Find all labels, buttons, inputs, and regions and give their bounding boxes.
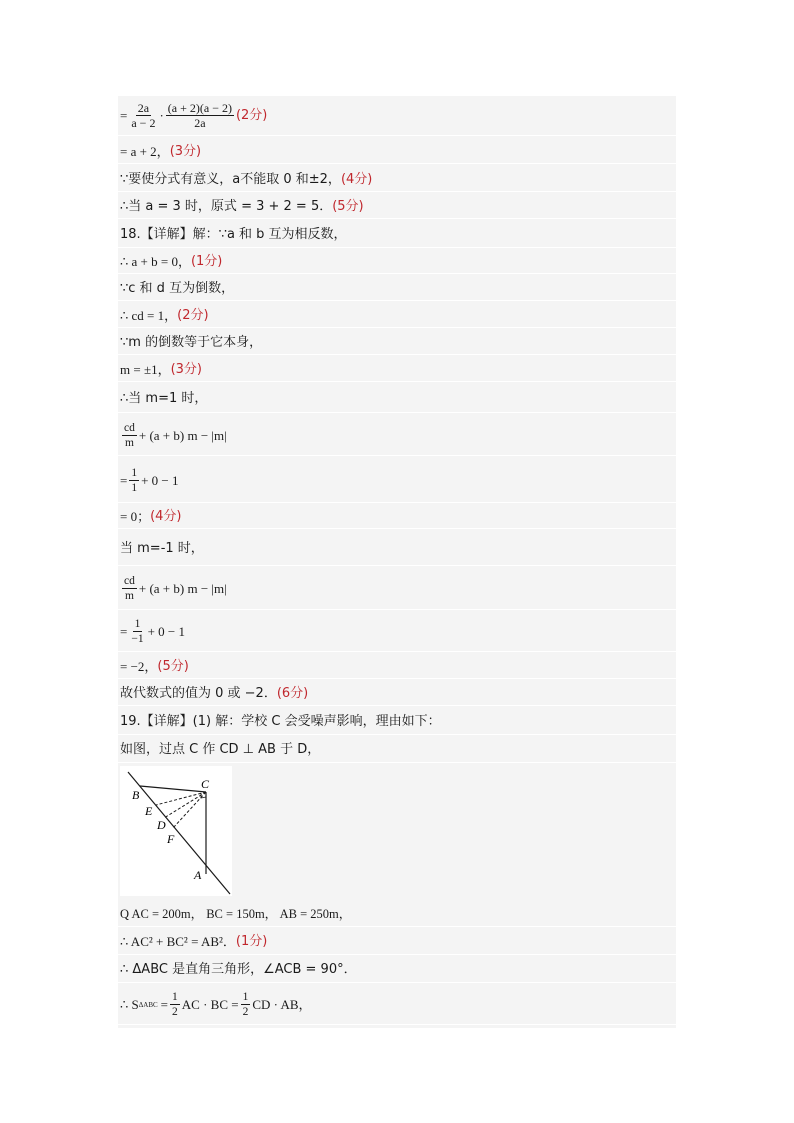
score: (3分)	[169, 143, 202, 159]
score: (2分)	[235, 107, 268, 123]
line-3: ∵要使分式有意义，a不能取 0 和±2， (4分)	[118, 168, 676, 192]
line-2: = a + 2， (3分)	[118, 140, 676, 164]
fraction-cd-m: $\frac{cd}{m}$	[124, 575, 135, 602]
line-4: ∴当 a = 3 时，原式 = 3 + 2 = 5． (5分)	[118, 195, 676, 219]
line-ab-extended	[128, 772, 230, 894]
fraction-1: $\frac{2a}{a - 2}$	[131, 101, 156, 130]
label-c: C	[201, 777, 210, 791]
line-25: ∴ S ΔABC = $\frac{1}{2}$ AC · BC = $\frac{1}{2}$ CD · AB，	[118, 985, 676, 1025]
fraction-half-1: $\frac{1}{2}$	[172, 991, 178, 1018]
line-7: ∵c 和 d 互为倒数，	[118, 277, 676, 301]
line-22: Q AC = 200m， BC = 150m， AB = 250m，	[118, 901, 676, 927]
line-18: = −2， (5分)	[118, 655, 676, 679]
label-f: F	[167, 832, 175, 846]
line-8: ∴ cd = 1， (2分)	[118, 304, 676, 328]
line-19: 故代数式的值为 0 或 −2． (6分)	[118, 682, 676, 706]
line-5: 18.【详解】解：∵a 和 b 互为相反数，	[118, 222, 676, 248]
score: (3分)	[170, 361, 203, 377]
dashed-ce	[156, 792, 206, 805]
label-d: D	[157, 818, 166, 832]
triangle-figure	[120, 766, 232, 896]
score: (1分)	[235, 933, 268, 949]
line-1: = $\frac{2a}{a - 2}$ · $\frac{(a + 2)(a - 2)}{2a}$ (2分)	[118, 96, 676, 136]
line-16: $\frac{cd}{m}$ + (a + b) m − |m|	[118, 568, 676, 610]
line-23: ∴ AC² + BC² = AB²． (1分)	[118, 929, 676, 955]
line-10: m = ±1， (3分)	[118, 358, 676, 382]
score: (5分)	[332, 198, 364, 214]
fraction-1-neg1: $\frac{1}{-1}$	[131, 618, 144, 645]
label-e: E	[145, 804, 153, 818]
line-20: 19.【详解】(1) 解：学校 C 会受噪声影响，理由如下：	[118, 709, 676, 735]
score: (1分)	[190, 253, 223, 269]
score: (2分)	[177, 307, 209, 323]
triangle-diagram	[120, 766, 232, 896]
line-24: ∴ ΔABC 是直角三角形，∠ACB = 90°．	[118, 957, 676, 983]
fraction-1-1: $\frac{1}{1}$	[131, 467, 138, 494]
line-15: 当 m=-1 时，	[118, 532, 676, 566]
fraction-2: $\frac{(a + 2)(a - 2)}{2a}$	[167, 101, 232, 130]
eq-sign: =	[120, 107, 128, 123]
score: (5分)	[157, 658, 189, 674]
score: (4分)	[340, 171, 373, 187]
answer-sheet	[118, 96, 676, 1028]
segment-bc	[140, 786, 206, 792]
line-6: ∴ a + b = 0， (1分)	[118, 250, 676, 274]
fraction-half-2: $\frac{1}{2}$	[242, 991, 249, 1018]
label-a: A	[194, 868, 202, 882]
label-b: B	[132, 788, 140, 802]
line-13: = $\frac{1}{1}$ + 0 − 1	[118, 459, 676, 503]
line-17: = $\frac{1}{-1}$ + 0 − 1	[118, 612, 676, 652]
line-12: $\frac{cd}{m}$ + (a + b) m − |m|	[118, 416, 676, 456]
dashed-cd	[164, 792, 206, 818]
line-11: ∴当 m=1 时，	[118, 385, 676, 413]
line-9: ∵m 的倒数等于它本身，	[118, 331, 676, 355]
score: (4分)	[150, 508, 182, 524]
line-14: = 0； (4分)	[118, 505, 676, 529]
fraction-cd-m: $\frac{cd}{m}$	[124, 422, 135, 449]
line-21: 如图，过点 C 作 CD ⊥ AB 于 D，	[118, 737, 676, 763]
score: (6分)	[276, 685, 309, 701]
